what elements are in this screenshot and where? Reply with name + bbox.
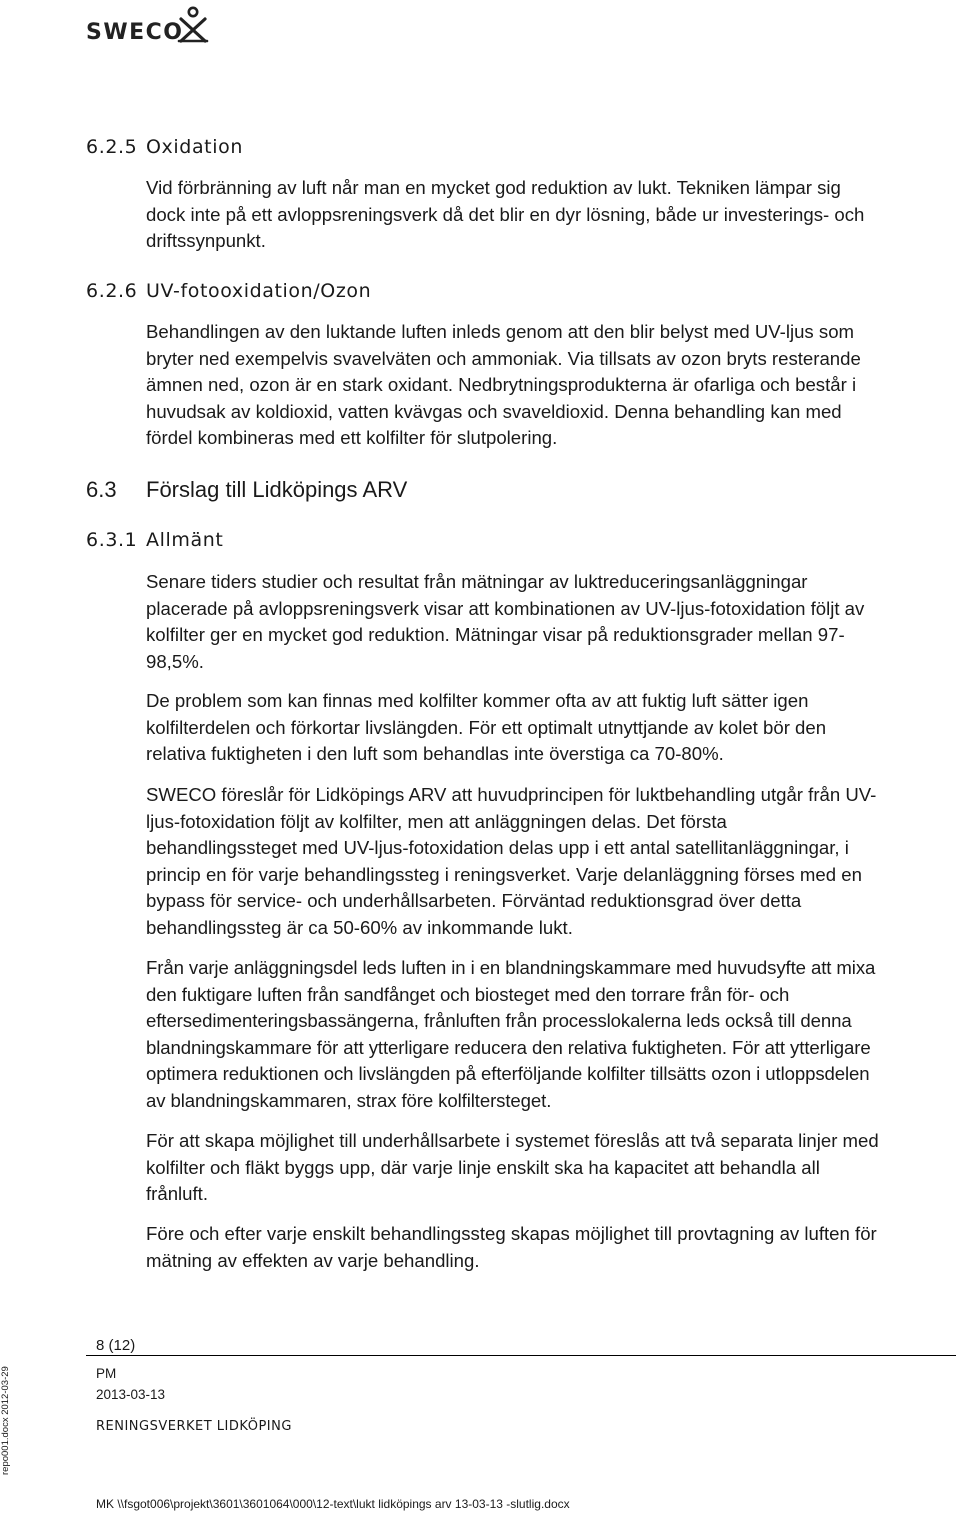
section-heading-uv-ozon xyxy=(86,280,371,302)
paragraph-oxidation xyxy=(146,175,960,255)
text-line: Senare tiders studier och resultat från mätningar av luktreduceringsanläggningar xyxy=(146,571,808,592)
text-line: frånluft. xyxy=(146,1183,209,1204)
text-line: mätning av effekten av varje behandling. xyxy=(146,1249,480,1271)
section-heading-forslag xyxy=(86,477,407,503)
section-number: 6.2.5 xyxy=(86,136,138,158)
section-title: UV-fotooxidation/Ozon xyxy=(146,280,372,302)
paragraph-provtagning xyxy=(146,1221,960,1274)
text-line: relativa fuktigheten i den luft som behandlas inte överstiga ca 70-80%. xyxy=(146,743,724,764)
text-line: SWECO föreslår för Lidköpings ARV att huvudprincipen för luktbehandling utgår från UV- xyxy=(146,784,877,805)
text-line: den fuktigare luften från sandfånget och biosteget med den torrare från för- och xyxy=(146,983,790,1005)
section-title: Förslag till Lidköpings ARV xyxy=(146,477,408,502)
paragraph-studier xyxy=(146,569,960,675)
text-line: driftssynpunkt. xyxy=(146,230,266,251)
text-line: eftersedimenteringsbassängerna, frånluften från processlokalerna leds också till denna xyxy=(146,1010,852,1031)
section-title: Oxidation xyxy=(146,136,243,158)
footer-divider xyxy=(86,1355,956,1356)
text-line: ljus-fotoxidation följt av kolfilter, men att anläggningen delas. Det första xyxy=(146,810,727,832)
text-line: Vid förbränning av luft når man en mycket god reduktion av lukt. Tekniken lämpar sig xyxy=(146,177,841,198)
section-number: 6.3.1 xyxy=(86,529,138,551)
sweco-figure-icon xyxy=(176,6,210,44)
text-line: Behandlingen av den luktande luften inleds genom att den blir belyst med UV-ljus som xyxy=(146,321,855,342)
text-line: Före och efter varje enskilt behandlingssteg skapas möjlighet till provtagning av luften för xyxy=(146,1223,877,1244)
section-title: Allmänt xyxy=(146,529,224,551)
section-heading-allmant xyxy=(86,529,223,551)
text-line: behandlingssteget med UV-ljus-fotoxidation delas upp i ett antal satellitanläggningar, i xyxy=(146,837,849,858)
section-number: 6.3 xyxy=(86,477,117,502)
paragraph-blandningskammare xyxy=(146,955,960,1114)
text-line: kolfilter ger en mycket god reduktion. Mätningar visar på reduktionsgrader mellan 97- xyxy=(146,624,845,645)
section-heading-oxidation xyxy=(86,136,243,158)
text-line: dock inte på ett avloppsreningsverk då det blir en dyr lösning, både ur investerings- och xyxy=(146,203,865,225)
text-line: För att skapa möjlighet till underhållsarbete i systemet föreslås att två separata linjer med xyxy=(146,1130,879,1151)
text-line: Från varje anläggningsdel leds luften in i en blandningskammare med huvudsyfte att mixa xyxy=(146,957,876,978)
logo-wordmark: SWECO xyxy=(86,20,184,45)
text-line: De problem som kan finnas med kolfilter kommer ofta av att fuktig luft sätter igen xyxy=(146,690,809,711)
text-line: optimera reduktionen och livslängden på efterföljande kolfilter tillsätts ozon i utloppsdelen xyxy=(146,1063,870,1084)
text-line: bryter ned exempelvis svavelväten och ammoniak. Via tillsats av ozon bryts resterande xyxy=(146,347,861,369)
text-line: ämnen ned, ozon är en stark oxidant. Nedbrytningsprodukterna är ofarliga och består i xyxy=(146,374,857,395)
text-line: huvudsak av koldioxid, vatten kvävgas och svaveldioxid. Denna behandling kan med xyxy=(146,400,842,422)
text-line: behandlingssteg är ca 50-60% av inkommande lukt. xyxy=(146,916,573,938)
text-line: av blandningskammaren, strax före kolfiltersteget. xyxy=(146,1089,552,1111)
text-line: kolfilter och fläkt byggs upp, där varje linje enskilt ska ha kapacitet att behandla all xyxy=(146,1156,820,1178)
text-line: 98,5%. xyxy=(146,650,204,672)
text-line: blandningskammare för att ytterligare reducera den relativa fuktigheten. För att ytterligare xyxy=(146,1036,871,1058)
page-number: 8 (12) xyxy=(96,1337,136,1354)
text-line: bypass för service- och underhållsarbeten. Förväntad reduktionsgrad över detta xyxy=(146,890,802,911)
document-date: 2013-03-13 xyxy=(96,1387,166,1402)
file-path: MK \\fsgot006\projekt\3601\3601064\000\12-text\lukt lidköpings arv 13-03-13 -slutlig.docx xyxy=(96,1497,570,1511)
text-line: fördel kombineras med ett kolfilter för slutpolering. xyxy=(146,427,558,448)
paragraph-sweco-forslag xyxy=(146,782,960,941)
paragraph-uv-ozon xyxy=(146,319,960,452)
project-name: RENINGSVERKET LIDKÖPING xyxy=(96,1419,292,1434)
paragraph-problem xyxy=(146,688,960,768)
paragraph-underhall xyxy=(146,1128,960,1208)
template-code: repo001.docx 2012-03-29 xyxy=(0,1366,11,1475)
text-line: princip en för varje behandlingssteg i reningsverket. Varje delanläggning förses med en xyxy=(146,863,862,885)
text-line: placerade på avloppsreningsverk visar att kombinationen av UV-ljus-fotoxidation följt av xyxy=(146,597,865,619)
document-type: PM xyxy=(96,1366,117,1381)
section-number: 6.2.6 xyxy=(86,280,138,302)
text-line: kolfilterdelen och förkortar livslängden. För ett optimalt utnyttjande av kolet bör den xyxy=(146,716,827,738)
